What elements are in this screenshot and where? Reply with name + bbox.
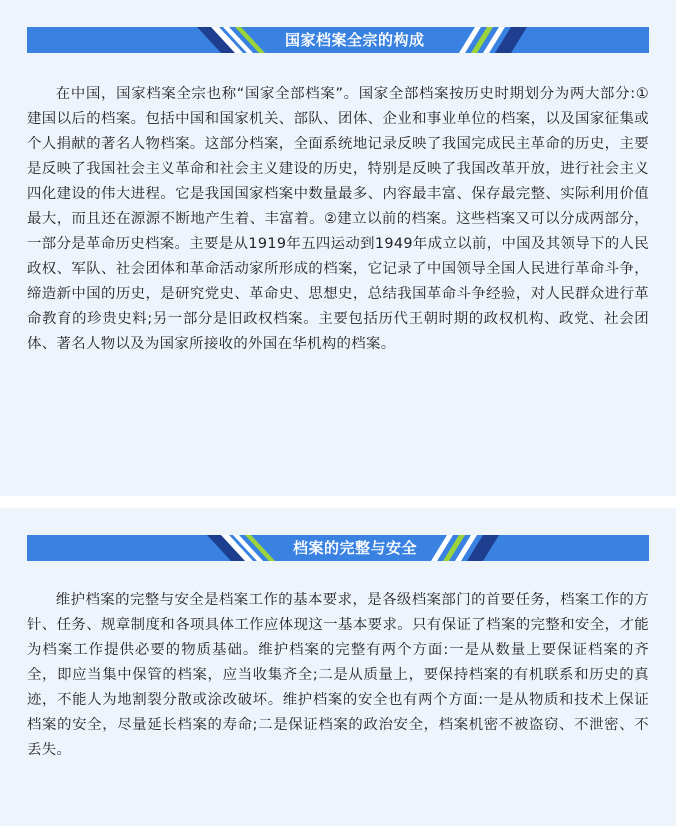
section-banner — [27, 27, 649, 53]
slash-stripes-icon — [453, 27, 533, 53]
section-body: 维护档案的完整与安全是档案工作的基本要求，是各级档案部门的首要任务，档案工作的方针、任务、规章制度和各项具体工作应体现这一基本要求。只有保证了档案的完整和安全，才能为档案工作提供必要的物质基础。维护档案的完整有两个方面:一是从数量上要保证档案的齐全，即应当集中保管的档案，应当收集齐全;二是从质量上，要保持档案的有机联系和历史的真迹，不能人为地割裂分散或涂改破坏。维护档案的安全也有两个方面:一是从物质和技术上保证档案的安全，尽量延长档案的寿命;二是保证档案的政治安全，档案机密不被盗窃、不泄密、不丢失。 — [27, 592, 649, 758]
section-title: 国家档案全宗的构成 — [285, 31, 425, 49]
slash-stripes-icon — [207, 535, 277, 561]
section-title: 档案的完整与安全 — [293, 539, 418, 557]
section-body: 在中国，国家档案全宗也称“国家全部档案”。国家全部档案按历史时期划分为两大部分:①建国以后的档案。包括中国和国家机关、部队、团体、企业和事业单位的档案，以及国家征集或个人捐献的著名人物档案。这部分档案，全面系统地记录反映了我国完成民主革命的历史，主要是反映了我国社会主义革命和社会主义建设的历史，特别是反映了我国改革开放，进行社会主义四化建设的伟大进程。它是我国国家档案中数量最多、内容最丰富、保存最完整、实际利用价值最大，而且还在源源不断地产生着、丰富着。②建立以前的档案。这些档案又可以分成两部分，一部分是革命历史档案。主要是从1919年五四运动到1949年成立以前，中国及其领导下的人民政权、军队、社会团体和革命活动家所形成的档案，它记录了中国领导全国人民进行革命斗争，缔造新中国的历史，是研究党史、革命史、思想史，总结我国革命斗争经验，对人民群众进行革命教育的珍贵史料;另一部分是旧政权档案。主要包括历代王朝时期的政权机构、政党、社会团体、著名人物以及为国家所接收的外国在华机构的档案。 — [27, 86, 649, 352]
section-banner — [27, 535, 649, 561]
slash-stripes-icon — [425, 535, 505, 561]
slash-stripes-icon — [197, 27, 267, 53]
section-card-integrity-security — [0, 508, 676, 826]
